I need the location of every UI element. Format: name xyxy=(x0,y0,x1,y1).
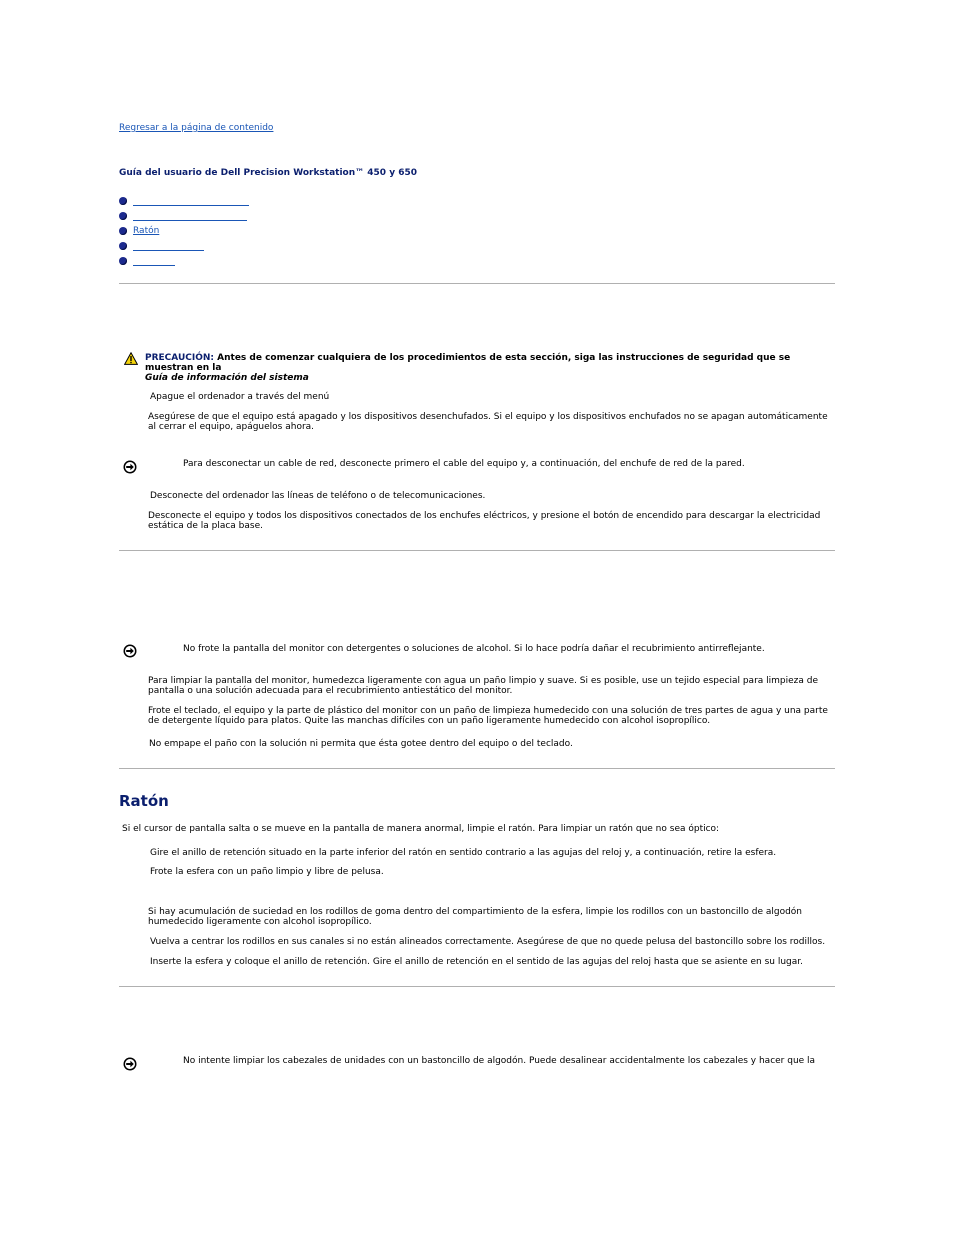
notice-icon xyxy=(123,460,137,474)
mouse-step-5: Inserte la esfera y coloque el anillo de retención. Gire el anillo de retención en el sentido de las agujas del reloj hasta que se asiente en su lugar. xyxy=(150,957,803,967)
step-verify-off: Asegúrese de que el equipo está apagado y los dispositivos desenchufados. Si el equipo y los dispositivos enchufados no se apagan automáticamente al cerrar el equipo, apáguelos ahora. xyxy=(148,412,828,432)
table-of-contents xyxy=(119,193,249,268)
mouse-intro: Si el cursor de pantalla salta o se mueve en la pantalla de manera anormal, limpie el ratón. Para limpiar un ratón que no sea óptico: xyxy=(122,824,720,834)
bullet-icon xyxy=(119,242,127,250)
bullet-icon xyxy=(119,197,127,205)
toc-link-1[interactable] xyxy=(133,195,249,206)
toc-link-2[interactable] xyxy=(133,210,247,221)
warning-triangle-icon xyxy=(124,352,138,365)
mouse-step-4: Vuelva a centrar los rodillos en sus canales si no están alineados correctamente. Asegúrese de que no quede pelusa del bastoncillo sobre los rodillos. xyxy=(150,937,826,947)
keyboard-cleaning-text: Frote el teclado, el equipo y la parte de plástico del monitor con un paño de limpieza humedecido con una solución de tres partes de agua y una parte de detergente líquido para platos. Quite las manchas difíciles con un paño ligeramente humedecido con alcohol isopropílico. xyxy=(148,706,828,726)
bullet-icon xyxy=(119,257,127,265)
step-shutdown: Apague el ordenador a través del menú xyxy=(150,392,330,402)
guide-title: Guía del usuario de Dell Precision Workstation™ 450 y 650 xyxy=(119,168,417,178)
mouse-step-3: Si hay acumulación de suciedad en los rodillos de goma dentro del compartimiento de la esfera, limpie los rodillos con un bastoncillo de algodón humedecido ligeramente con alcohol isopropílico. xyxy=(148,907,803,927)
section-divider xyxy=(119,283,835,284)
bullet-icon xyxy=(119,212,127,220)
section-divider xyxy=(119,986,835,987)
mouse-step-1: Gire el anillo de retención situado en la parte inferior del ratón en sentido contrario a las agujas del reloj y, a continuación, retire la esfera. xyxy=(150,848,777,858)
caution-guide-reference: Guía de información del sistema xyxy=(145,373,309,383)
caution-text xyxy=(145,353,825,383)
toc-link-4[interactable] xyxy=(133,240,204,251)
toc-item xyxy=(119,193,249,208)
notice-network-cable: Para desconectar un cable de red, desconecte primero el cable del equipo y, a continuación, del enchufe de red de la pared. xyxy=(183,459,745,469)
toc-link-mouse[interactable]: Ratón xyxy=(133,225,160,236)
toc-item xyxy=(119,208,249,223)
caution-label: PRECAUCIÓN: xyxy=(145,353,215,363)
section-divider xyxy=(119,550,835,551)
notice-drive-heads: No intente limpiar los cabezales de unidades con un bastoncillo de algodón. Puede desalinear accidentalmente los cabezales y hacer que la xyxy=(183,1056,816,1066)
monitor-cleaning-text: Para limpiar la pantalla del monitor, humedezca ligeramente con agua un paño limpio y suave. Si es posible, use un tejido especial para limpieza de pantalla o una solución adecuada para el recubrimiento antiestático del monitor. xyxy=(148,676,819,696)
caution-body: Antes de comenzar cualquiera de los procedimientos de esta sección, siga las instrucciones de seguridad que se muestran en la xyxy=(145,353,791,373)
mouse-heading: Ratón xyxy=(119,792,169,810)
step-disconnect-phone: Desconecte del ordenador las líneas de teléfono o de telecomunicaciones. xyxy=(150,491,486,501)
bullet-icon xyxy=(119,227,127,235)
notice-icon xyxy=(123,1057,137,1071)
cloth-warning-text: No empape el paño con la solución ni permita que ésta gotee dentro del equipo o del teclado. xyxy=(149,739,573,749)
toc-link-5[interactable] xyxy=(133,255,175,266)
section-divider xyxy=(119,768,835,769)
toc-item xyxy=(119,253,249,268)
mouse-step-2: Frote la esfera con un paño limpio y libre de pelusa. xyxy=(150,867,384,877)
toc-item xyxy=(119,238,249,253)
step-disconnect-power: Desconecte el equipo y todos los dispositivos conectados de los enchufes eléctricos, y presione el botón de encendido para descargar la electricidad estática de la placa base. xyxy=(148,511,821,531)
notice-monitor-cleaning: No frote la pantalla del monitor con detergentes o soluciones de alcohol. Si lo hace podría dañar el recubrimiento antirreflejante. xyxy=(183,644,765,654)
notice-icon xyxy=(123,644,137,658)
back-to-contents-link[interactable]: Regresar a la página de contenido xyxy=(119,123,274,133)
toc-item xyxy=(119,223,249,238)
